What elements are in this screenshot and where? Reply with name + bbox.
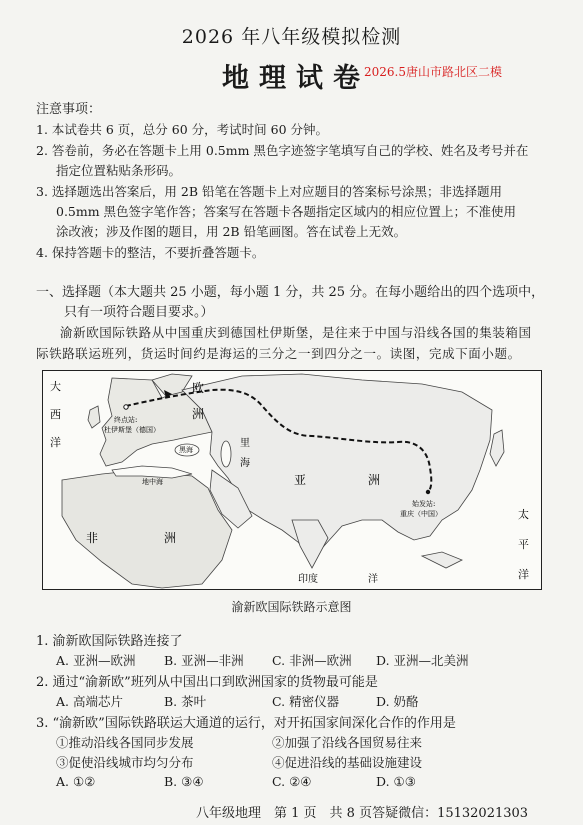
railway-map <box>42 370 542 590</box>
question-3-statement-3: ③促使沿线城市均匀分布 <box>56 755 194 770</box>
notice-line-1: 1. 本试卷共 6 页，总分 60 分，考试时间 60 分钟。 <box>36 122 329 137</box>
question-2-option-d[interactable]: D. 奶酪 <box>376 694 419 709</box>
question-3-stem: 3. “渝新欧”国际铁路联运大通道的运行，对开拓国家间深化合作的作用是 <box>36 716 456 731</box>
notice-line-2: 2. 答卷前，务必在答题卡上用 0.5mm 黑色字迹签字笔填写自己的学校、姓名及考号并在 <box>36 143 529 158</box>
question-3-statement-1: ①推动沿线各国同步发展 <box>56 735 194 750</box>
notice-line-7: 4. 保持答题卡的整洁，不要折叠答题卡。 <box>36 245 265 260</box>
europe-label-1: 欧 <box>192 381 205 395</box>
start-station-dot <box>426 490 430 494</box>
question-3-statement-2: ②加强了沿线各国贸易往来 <box>272 735 423 750</box>
question-1-option-c[interactable]: C. 非洲—欧洲 <box>272 653 352 668</box>
map-caption: 渝新欧国际铁路示意图 <box>231 600 352 614</box>
atlantic-label-1: 大 <box>50 380 61 393</box>
question-3-option-d[interactable]: D. ①③ <box>376 774 416 789</box>
question-3-option-b[interactable]: B. ③④ <box>164 774 204 789</box>
pacific-label-3: 洋 <box>518 568 529 581</box>
notice-heading: 注意事项： <box>36 102 102 117</box>
question-1-stem: 1. 渝新欧国际铁路连接了 <box>36 634 183 649</box>
question-3-option-a[interactable]: A. ①② <box>56 774 96 789</box>
asia-label-2: 洲 <box>368 473 381 487</box>
notice-line-4: 3. 选择题选出答案后，用 2B 铅笔在答题卡上对应题目的答案标号涂黑；非选择题用 <box>36 184 502 199</box>
indian-ocean-label-2: 洋 <box>368 574 378 585</box>
end-station-label-2: 杜伊斯堡（德国） <box>104 426 160 434</box>
question-2-option-b[interactable]: B. 茶叶 <box>164 694 207 709</box>
indian-ocean-label-1: 印度 <box>298 574 318 585</box>
question-1-option-b[interactable]: B. 亚洲—非洲 <box>164 653 244 668</box>
question-3-option-c[interactable]: C. ②④ <box>272 774 312 789</box>
pacific-label-2: 平 <box>518 538 529 551</box>
exam-source-stamp: 2026.5唐山市路北区二模 <box>364 65 502 79</box>
notice-line-3: 指定位置粘贴条形码。 <box>56 163 182 178</box>
subject-title: 地理试卷 <box>222 63 370 94</box>
caspian-label-2: 海 <box>240 458 250 469</box>
exam-title: 2026 年八年级模拟检测 <box>181 26 402 48</box>
question-2-stem: 2. 通过“渝新欧”班列从中国出口到欧洲国家的货物最可能是 <box>36 675 378 690</box>
notice-line-6: 涂改液；涉及作图的题目，用 2B 铅笔画图。答在试卷上无效。 <box>56 224 407 239</box>
notice-line-5: 0.5mm 黑色签字笔作答；答案写在答题卡各题指定区域内的相应位置上；不准使用 <box>56 204 517 219</box>
atlantic-label-2: 西 <box>50 408 61 421</box>
start-station-label-1: 始发站: <box>412 500 436 508</box>
passage-line-1: 渝新欧国际铁路从中国重庆到德国杜伊斯堡，是往来于中国与沿线各国的集装箱国 <box>60 325 532 340</box>
page-footer: 八年级地理 第 1 页 共 8 页答疑微信：15132021303 <box>196 806 529 821</box>
question-2-option-c[interactable]: C. 精密仪器 <box>272 694 340 709</box>
caspian-sea-shape <box>221 441 231 467</box>
question-3-statement-4: ④促进沿线的基础设施建设 <box>272 755 423 770</box>
black-sea-label: 黑海 <box>179 446 193 454</box>
section-heading-cont: 只有一项符合题目要求。） <box>64 305 214 320</box>
question-1-option-a[interactable]: A. 亚洲—欧洲 <box>56 653 136 668</box>
asia-label-1: 亚 <box>294 473 307 487</box>
passage-line-2: 际铁路联运班列，货运时间约是海运的三分之一到四分之一。读图，完成下面小题。 <box>36 346 521 361</box>
start-station-label-2: 重庆（中国） <box>400 510 442 518</box>
africa-label-2: 洲 <box>164 531 177 545</box>
atlantic-label-3: 洋 <box>50 436 61 449</box>
question-2-option-a[interactable]: A. 高端芯片 <box>56 694 123 709</box>
pacific-label-1: 太 <box>518 508 529 521</box>
mediterranean-label: 地中海 <box>142 478 163 486</box>
africa-label-1: 非 <box>86 531 99 545</box>
railway-map-svg <box>42 370 542 590</box>
end-station-dot <box>124 405 128 409</box>
end-station-label-1: 终点站: <box>114 416 138 424</box>
question-1-option-d[interactable]: D. 亚洲—北美洲 <box>376 653 469 668</box>
section-heading: 一、选择题（本大题共 25 小题，每小题 1 分，共 25 分。在每小题给出的四个选项中， <box>36 285 545 300</box>
caspian-label-1: 里 <box>240 438 250 449</box>
europe-label-2: 洲 <box>192 407 205 421</box>
